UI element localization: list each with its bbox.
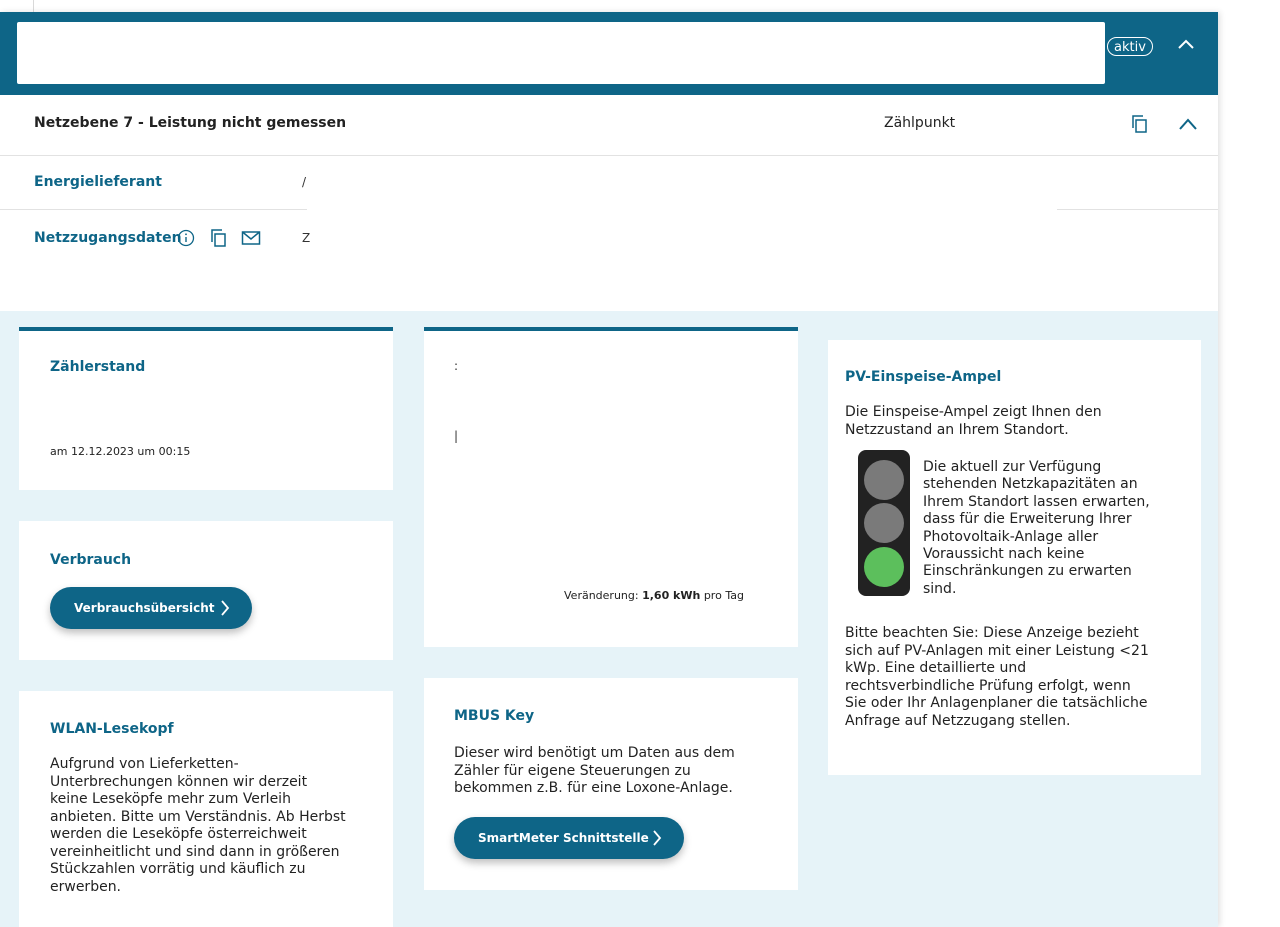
meter-panel (0, 12, 1218, 927)
traffic-light-red-off (864, 460, 904, 500)
header-name-field (17, 22, 1105, 84)
consumption-change-text: Veränderung: 1,60 kWh pro Tag (564, 589, 744, 602)
consumption-overview-label: Verbrauchsübersicht (74, 601, 215, 615)
wlan-reader-card (19, 691, 393, 927)
redacted-area (307, 162, 1057, 222)
consumption-card (19, 521, 393, 660)
cards-area (0, 311, 1218, 927)
consumption-change-fragment: : (454, 359, 459, 373)
traffic-light-yellow-off (864, 503, 904, 543)
mail-icon[interactable] (241, 229, 261, 247)
network-access-label: Netzzugangsdaten (34, 230, 182, 246)
status-badge: aktiv (1107, 37, 1153, 56)
network-access-value: Z (302, 231, 311, 245)
copy-icon[interactable] (210, 229, 228, 247)
consumption-change-fragment-2: | (454, 429, 459, 443)
meter-reading-card (19, 327, 393, 490)
pv-note-text: Bitte beachten Sie: Diese Anzeige bezieht sich auf PV-Anlagen mit einer Leistung <21 kWp. Eine detaillierte und rechtsverbindliche Prüfung erfolgt, wenn Sie oder Ihr Anlagenplaner die tatsächliche Anfrage auf Netzzugang stellen. (845, 625, 1149, 729)
consumption-change-card (424, 327, 798, 647)
chevron-right-icon (220, 599, 230, 617)
pv-status-text: Die aktuell zur Verfügung stehenden Netzkapazitäten an Ihrem Standort lassen erwarten, dass für die Erweiterung Ihrer Photovoltaik-Anlage aller Voraussicht nach keine Einschränkungen zu erwarten sind. (923, 459, 1150, 597)
smartmeter-interface-label: SmartMeter Schnittstelle (478, 831, 649, 845)
consumption-title: Verbrauch (50, 552, 132, 568)
top-divider (33, 0, 34, 12)
panel-header[interactable] (0, 12, 1218, 95)
smartmeter-interface-button[interactable] (454, 817, 684, 859)
mbus-key-card (424, 678, 798, 890)
energy-supplier-value: / (302, 175, 307, 189)
meter-row (0, 95, 1218, 156)
wlan-reader-title: WLAN-Lesekopf (50, 721, 174, 737)
pv-feed-in-title: PV-Einspeise-Ampel (845, 369, 1002, 385)
chevron-up-icon[interactable] (1178, 117, 1198, 131)
network-level-label: Netzebene 7 - Leistung nicht gemessen (34, 115, 347, 131)
info-icon[interactable] (177, 229, 195, 247)
chevron-up-icon[interactable] (1176, 36, 1196, 52)
network-access-row (0, 209, 1218, 309)
meter-reading-date: am 12.12.2023 um 00:15 (50, 445, 191, 458)
meter-reading-title: Zählerstand (50, 359, 146, 375)
mbus-key-title: MBUS Key (454, 708, 535, 724)
mbus-key-text: Dieser wird benötigt um Daten aus dem Zähler für eigene Steuerungen zu bekommen z.B. für eine Loxone-Anlage. (454, 745, 735, 796)
energy-supplier-label: Energielieferant (34, 174, 162, 190)
traffic-light-icon (858, 450, 910, 596)
traffic-light-green-on (864, 547, 904, 587)
copy-icon[interactable] (1132, 115, 1148, 133)
meter-point-label: Zählpunkt (884, 115, 956, 131)
pv-intro-text: Die Einspeise-Ampel zeigt Ihnen den Netzzustand an Ihrem Standort. (845, 404, 1102, 438)
consumption-overview-button[interactable] (50, 587, 252, 629)
chevron-right-icon (652, 829, 662, 847)
wlan-reader-text: Aufgrund von Lieferketten- Unterbrechungen können wir derzeit keine Leseköpfe mehr zum Verleih anbieten. Bitte um Verständnis. Ab Herbst werden die Leseköpfe österreichweit vereinheitlicht und sind dann in größeren Stückzahlen vorrätig und käuflich zu erwerben. (50, 756, 346, 895)
